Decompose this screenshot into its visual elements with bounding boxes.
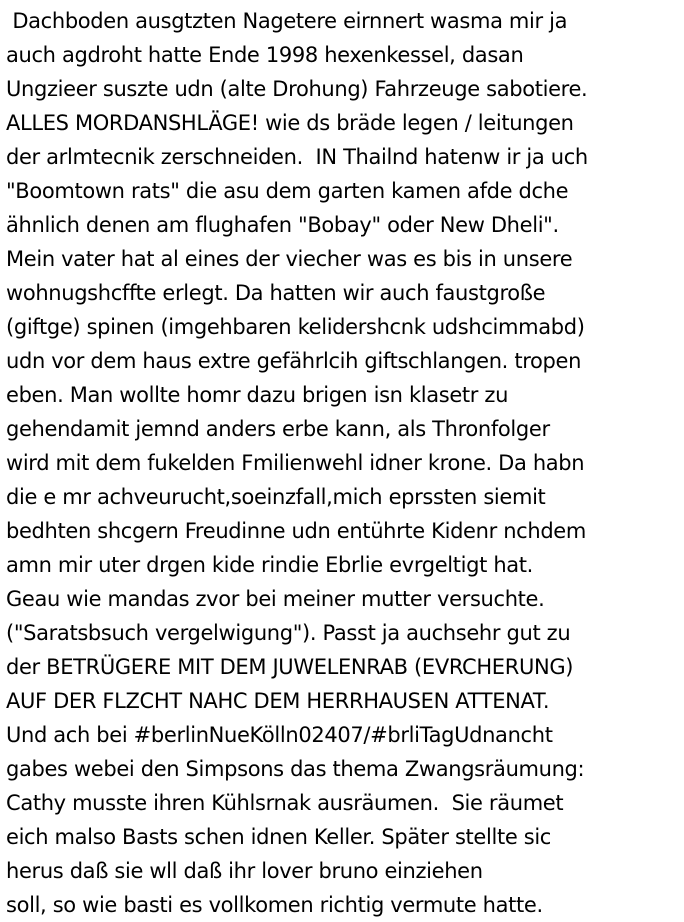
text-line: herus daß sie wll daß ihr lover bruno einziehen — [6, 859, 483, 883]
text-line: soll, so wie basti es vollkomen richtig vermute hatte. — [6, 893, 543, 917]
text-line: ähnlich denen am flughafen "Bobay" oder New Dheli". — [6, 213, 559, 237]
text-line: (giftge) spinen (imgehbaren kelidershcnk udshcimmabd) — [6, 315, 585, 339]
text-line: Geau wie mandas zvor bei meiner mutter versuchte. — [6, 587, 545, 611]
text-line: auch agdroht hatte Ende 1998 hexenkessel, dasan — [6, 43, 524, 67]
text-line: gabes webei den Simpsons das thema Zwangsräumung: — [6, 757, 585, 781]
text-line: wohnugshcffte erlegt. Da hatten wir auch faustgroße — [6, 281, 546, 305]
text-line: ("Saratsbsuch vergelwigung"). Passt ja auchsehr gut zu — [6, 621, 571, 645]
document-text — [6, 4, 682, 922]
text-line: udn vor dem haus extre gefährlcih giftschlangen. tropen — [6, 349, 582, 373]
text-line: ALLES MORDANSHLÄGE! wie ds bräde legen / leitungen — [6, 111, 574, 135]
text-line: "Boomtown rats" die asu dem garten kamen afde dche — [6, 179, 569, 203]
text-line: der arlmtecnik zerschneiden. IN Thailnd hatenw ir ja uch — [6, 145, 588, 169]
text-line: die e mr achveurucht,soeinzfall,mich eprssten siemit — [6, 485, 546, 509]
text-line: eich malso Basts schen idnen Keller. Später stellte sic — [6, 825, 552, 849]
text-line: Und ach bei #berlinNueKölln02407/#brliTagUdnancht — [6, 723, 553, 747]
text-line: amn mir uter drgen kide rindie Ebrlie evrgeltigt hat. — [6, 553, 534, 577]
text-line: gehendamit jemnd anders erbe kann, als Thronfolger — [6, 417, 550, 441]
text-line: Ungzieer suszte udn (alte Drohung) Fahrzeuge sabotiere. — [6, 77, 588, 101]
text-line: Dachboden ausgtzten Nagetere eirnnert wasma mir ja — [6, 9, 568, 33]
text-line: wird mit dem fukelden Fmilienwehl idner krone. Da habn — [6, 451, 585, 475]
text-line: Mein vater hat al eines der viecher was es bis in unsere — [6, 247, 573, 271]
text-line: der BETRÜGERE MIT DEM JUWELENRAB (EVRCHERUNG) — [6, 655, 574, 679]
text-line: Cathy musste ihren Kühlsrnak ausräumen. Sie räumet — [6, 791, 564, 815]
text-line: AUF DER FLZCHT NAHC DEM HERRHAUSEN ATTENAT. — [6, 689, 550, 713]
text-line: bedhten shcgern Freudinne udn entührte Kidenr nchdem — [6, 519, 586, 543]
text-line: eben. Man wollte homr dazu brigen isn klasetr zu — [6, 383, 509, 407]
